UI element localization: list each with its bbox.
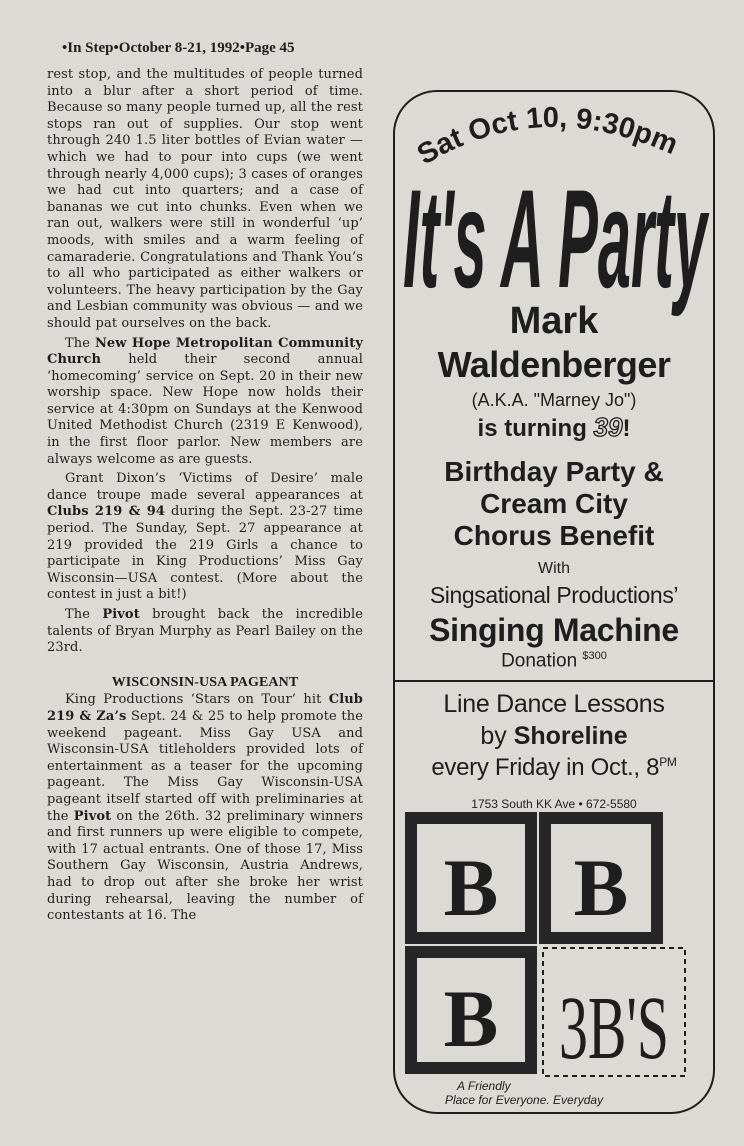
singsational-line: Singsational Productions’ xyxy=(429,582,679,608)
schedule-text: every Friday in Oct., 8 xyxy=(431,754,660,781)
club-name: Pivot xyxy=(102,607,140,622)
donation-currency: $3 xyxy=(582,650,595,662)
tagline-line-2: Place for Everyone. Everyday xyxy=(445,1093,604,1107)
turning-text: is turning xyxy=(477,415,594,442)
by-text: by xyxy=(480,722,514,750)
article-column xyxy=(47,67,363,1112)
article-paragraph xyxy=(47,692,363,924)
honoree-first-name: Mark xyxy=(509,300,599,342)
article-paragraph xyxy=(47,607,363,657)
paragraph-text: King Productions ‘Stars on Tour’ hit xyxy=(65,692,329,708)
paragraph-text: brought back the incredible talents of Bryan Murphy as Pearl Bailey on the 23rd. xyxy=(47,607,363,656)
party-title: It's A Party xyxy=(403,160,710,317)
block-letter: B xyxy=(573,842,629,933)
birthday-party-line: Birthday Party & xyxy=(444,456,664,487)
chorus-benefit-line: Chorus Benefit xyxy=(453,520,655,551)
paragraph-text: on the 26th. 32 preliminary winners and first runners up were eligible to compete, with 17 actual entrants. One of those 17, Miss Southern Gay Wisconsin, Austria Andrews, had to drop out after she broke her wrist during rehearsal, leaving the number of contestants at 16. The xyxy=(47,808,363,924)
cream-city-line: Cream City xyxy=(480,488,628,519)
section-heading: WISCONSIN-USA PAGEANT xyxy=(111,674,299,690)
club-name: Club 219 & Za’s xyxy=(47,692,363,724)
turning-exclaim: ! xyxy=(622,415,631,442)
paragraph-text: during the Sept. 23-27 time period. The Sunday, Sept. 27 appearance at 219 provided the 219 Girls a chance to participate in King Productions’ Miss Gay Wisconsin—USA contest. (More about the contest in just a bit!) xyxy=(47,504,364,603)
3bs-logo xyxy=(403,810,703,1080)
article-paragraph xyxy=(47,471,363,604)
tagline-line-1: A Friendly xyxy=(457,1079,511,1093)
bar-address: 1753 South KK Ave • 672-5580 xyxy=(471,797,637,811)
party-title-graphic xyxy=(403,160,710,317)
ad-divider xyxy=(395,680,713,682)
shoreline-line xyxy=(395,722,713,751)
club-name: Clubs 219 & 94 xyxy=(47,504,166,520)
party-advertisement xyxy=(393,90,715,1114)
schedule-line xyxy=(395,754,713,782)
donation-label: Donation xyxy=(501,650,583,672)
page-header: •In Step•October 8-21, 1992•Page 45 xyxy=(62,40,295,56)
block-letter: B xyxy=(443,973,499,1064)
article-paragraph xyxy=(47,67,363,333)
block-letter: B xyxy=(443,842,499,933)
paragraph-text: held their second annual ‘homecoming’ service on Sept. 20 in their new worship space. New Hope now holds their service at 4:30pm on Sundays at the Kenwood United Methodist Church (2319 E Kenwood), in the first floor parlor. New members are always welcome as are guests. xyxy=(47,352,363,467)
tagline xyxy=(445,1079,603,1107)
logo-text: 3B'S xyxy=(559,979,669,1078)
paragraph-text: The xyxy=(65,607,103,622)
paragraph-text: Grant Dixon’s ‘Victims of Desire’ male dance troupe made several appearances at xyxy=(47,471,363,503)
paragraph-text: The xyxy=(65,335,95,351)
article-paragraph xyxy=(47,336,363,469)
shoreline-name: Shoreline xyxy=(513,722,628,750)
club-name: Pivot xyxy=(73,808,112,824)
church-name: New Hope Metropolitan Community Church xyxy=(47,335,363,368)
honoree-last-name: Waldenberger xyxy=(437,344,671,385)
schedule-pm: PM xyxy=(659,755,677,769)
donation-line xyxy=(395,650,713,672)
paragraph-text: rest stop, and the multitudes of people turned into a blur after a short period of time. Because so many people turned up, all the rest stops ran out of supplies. Our stop went through 240 1.5 liter bottles of Evian water — which we had to pour into cups (we went through nearly 4,000 cups); 3 cases of oranges we had cut into quarters; and a case of bananas we cut into chunks. Even when we ran out, walkers were still in wonderful ‘up’ moods, with smiles and a warm feeling of camaraderie. Congratulations and Thank You’s to all who participated as either walkers or volunteers. The heavy participation by the Gay and Lesbian community was obvious — and we should pat ourselves on the back. xyxy=(47,67,363,331)
paragraph-text: Sept. 24 & 25 to help promote the weekend pageant. Miss Gay USA and Wisconsin-USA titleholders provided lots of entertainment as a teaser for the upcoming pageant. The Miss Gay Wisconsin-USA pageant itself started off with preliminaries at the xyxy=(47,708,363,824)
event-date: Sat Oct 10, 9:30pm xyxy=(411,101,683,172)
singing-machine-line: Singing Machine xyxy=(429,612,679,648)
honoree-alias: (A.K.A. "Marney Jo") xyxy=(471,390,637,410)
donation-cents: 00 xyxy=(594,650,607,662)
age-number: 39 xyxy=(593,412,623,442)
turning-age-line xyxy=(395,412,713,443)
line-dance-heading: Line Dance Lessons xyxy=(443,690,665,718)
with-text: With xyxy=(538,560,570,577)
